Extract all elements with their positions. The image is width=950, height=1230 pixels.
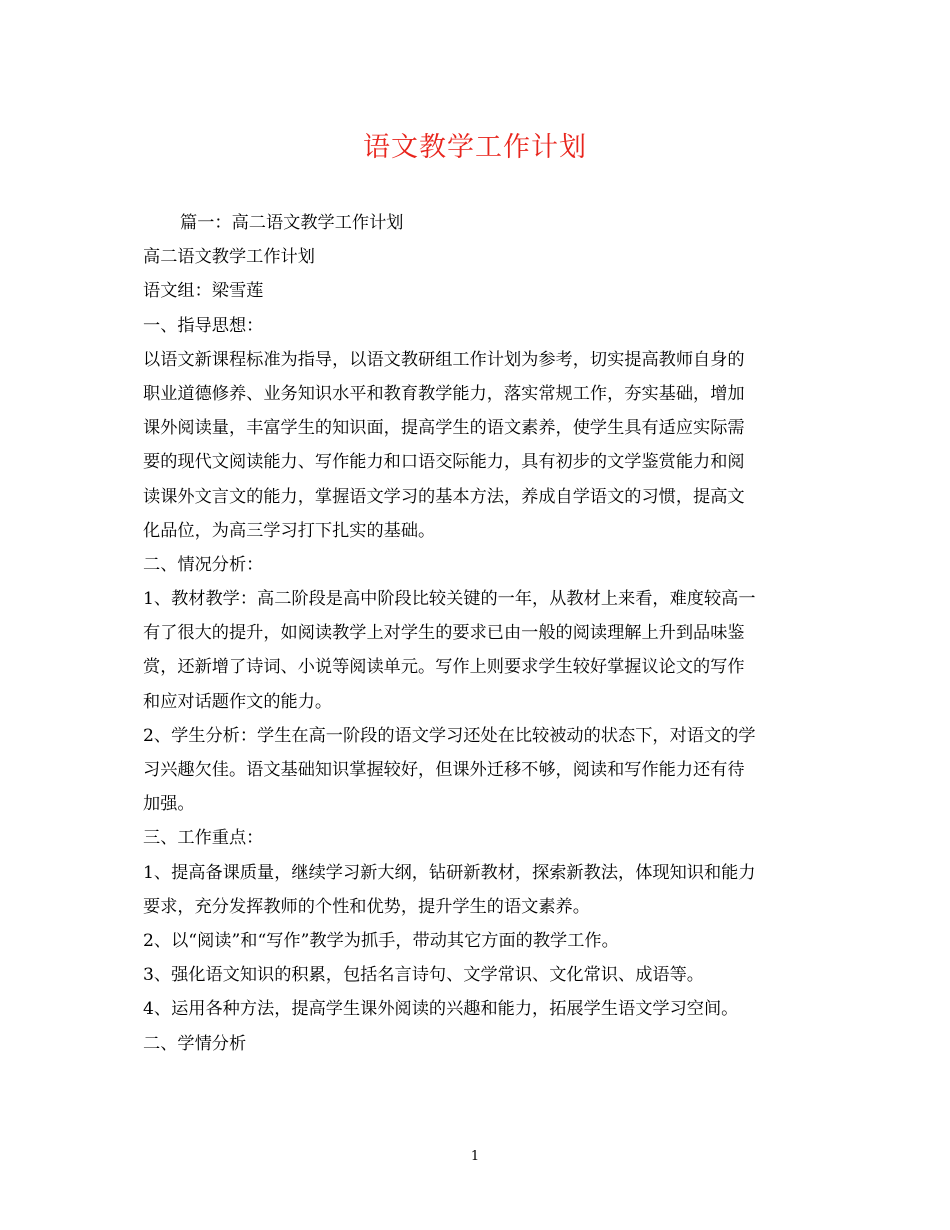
paragraph-line: 要的现代文阅读能力、写作能力和口语交际能力，具有初步的文学鉴赏能力和阅 <box>143 452 745 473</box>
paragraph-line: 语文组：梁雪莲 <box>143 281 264 302</box>
paragraph-line: 以语文新课程标准为指导，以语文教研组工作计划为参考，切实提高教师自身的 <box>143 349 745 370</box>
section-heading: 二、情况分析： <box>143 554 264 575</box>
section-heading: 一、指导思想： <box>143 315 264 336</box>
paragraph-line: 有了很大的提升，如阅读教学上对学生的要求已由一般的阅读理解上升到品味鉴 <box>143 623 745 644</box>
document-title: 语文教学工作计划 <box>363 132 587 163</box>
paragraph-line: 化品位，为高三学习打下扎实的基础。 <box>143 520 436 541</box>
paragraph-line: 2、学生分析：学生在高一阶段的语文学习还处在比较被动的状态下，对语文的学 <box>143 725 756 746</box>
paragraph-line: 要求，充分发挥教师的个性和优势，提升学生的语文素养。 <box>143 896 590 917</box>
paragraph-line: 读课外文言文的能力，掌握语文学习的基本方法，养成自学语文的习惯，提高文 <box>143 486 745 507</box>
paragraph-line: 和应对话题作文的能力。 <box>143 691 333 712</box>
section-heading: 篇一：高二语文教学工作计划 <box>180 213 404 233</box>
paragraph-line: 赏，还新增了诗词、小说等阅读单元。写作上则要求学生较好掌握议论文的写作 <box>143 657 745 678</box>
section-heading: 二、学情分析 <box>143 1033 247 1054</box>
section-heading: 三、工作重点： <box>143 828 264 849</box>
paragraph-line: 2、以“阅读”和“写作”教学为抓手，带动其它方面的教学工作。 <box>143 930 619 951</box>
paragraph-line: 课外阅读量，丰富学生的知识面，提高学生的语文素养，使学生具有适应实际需 <box>143 418 745 439</box>
paragraph-line: 4、运用各种方法，提高学生课外阅读的兴趣和能力，拓展学生语文学习空间。 <box>143 999 739 1020</box>
paragraph-line: 1、教材教学：高二阶段是高中阶段比较关键的一年，从教材上来看，难度较高一 <box>143 589 756 610</box>
paragraph-line: 习兴趣欠佳。语文基础知识掌握较好，但课外迁移不够，阅读和写作能力还有待 <box>143 760 745 780</box>
paragraph-line: 1、提高备课质量，继续学习新大纲，钻研新教材，探索新教法，体现知识和能力 <box>143 862 756 883</box>
document-body <box>143 206 811 1061</box>
paragraph-line: 3、强化语文知识的积累，包括名言诗句、文学常识、文化常识、成语等。 <box>143 965 704 986</box>
page-number: 1 <box>470 1149 480 1164</box>
paragraph-line: 加强。 <box>143 794 195 815</box>
paragraph-line: 高二语文教学工作计划 <box>143 247 315 268</box>
paragraph-line: 职业道德修养、业务知识水平和教育教学能力，落实常规工作，夯实基础，增加 <box>143 383 745 404</box>
